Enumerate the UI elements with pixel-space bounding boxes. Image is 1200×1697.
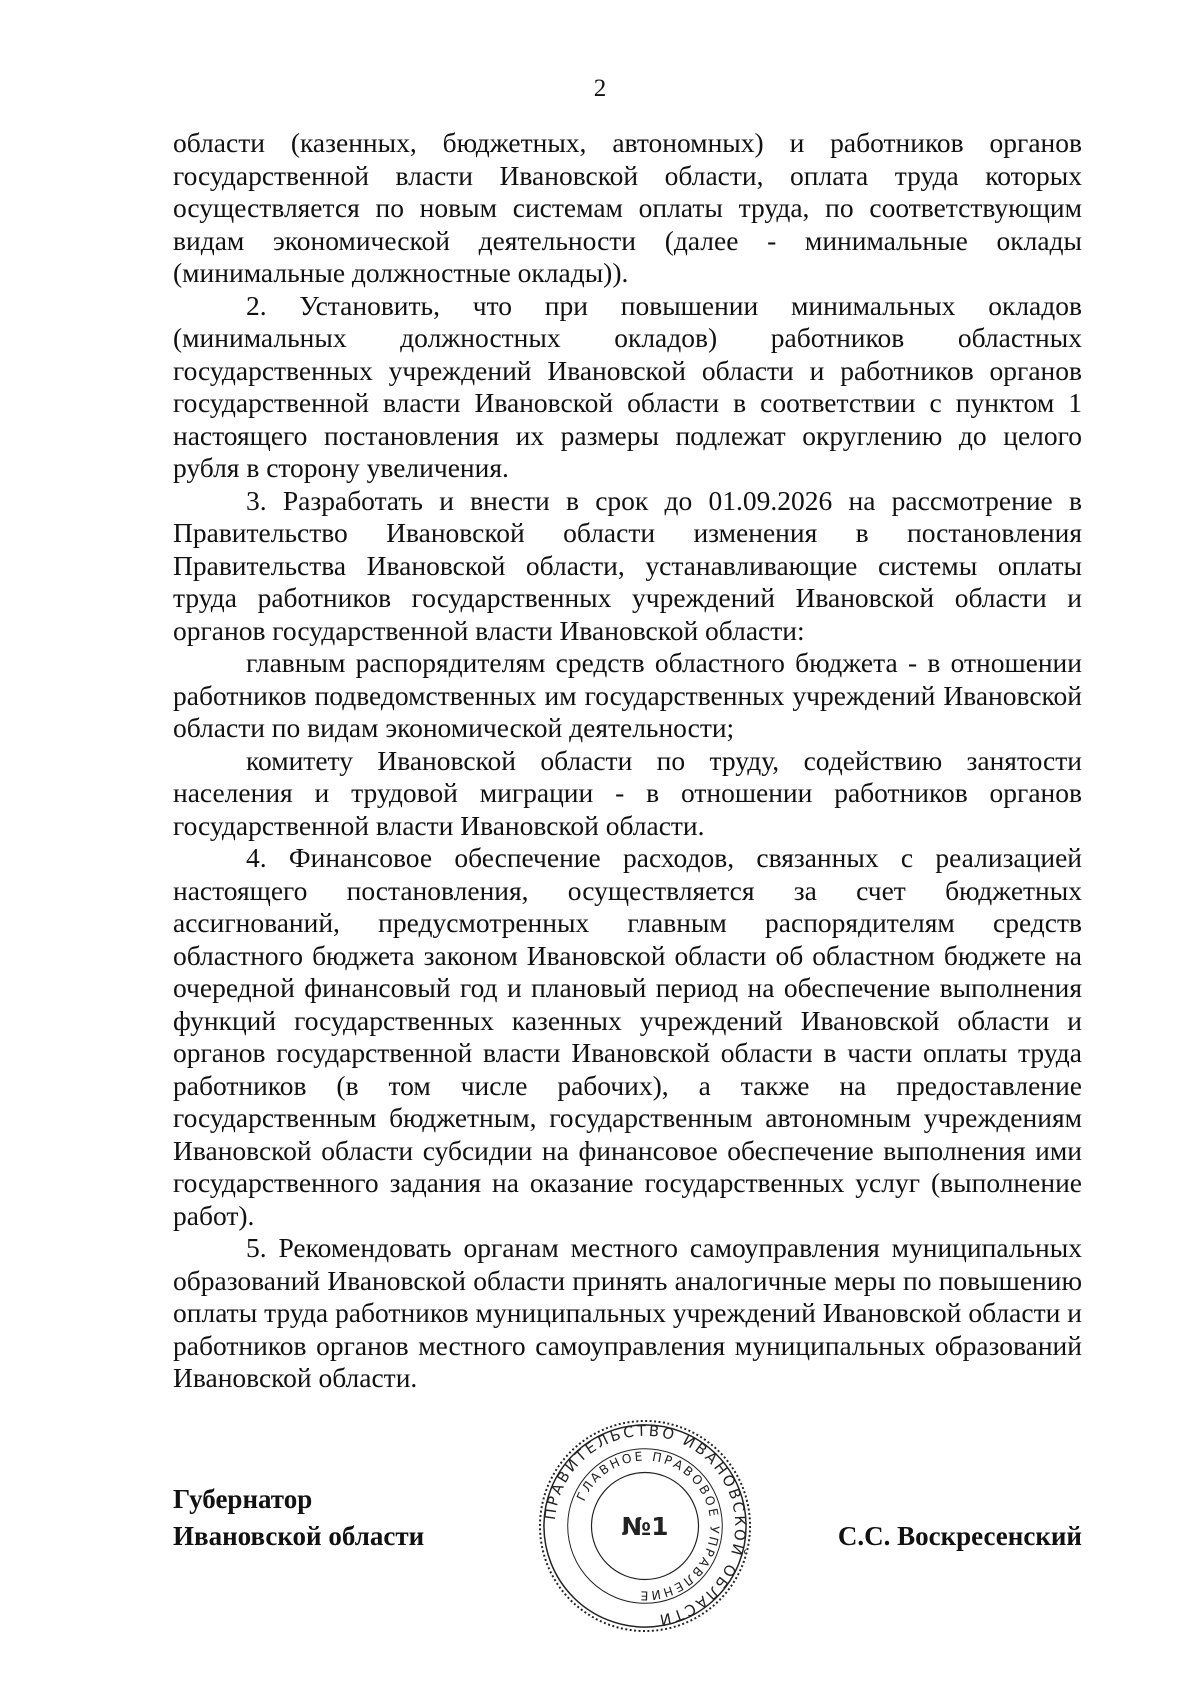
seal-inner-text: ГЛАВНОЕ ПРАВОВОЕ УПРАВЛЕНИЕ bbox=[574, 1449, 722, 1603]
paragraph-1-continuation: области (казенных, бюджетных, автономных) и работников органов государственной власти Ивановской области, оплата труда которых осуществляется по новым системам оплаты труда, по соответствующим видам экономической деятельности (далее - минимальные оклады (минимальные должностные оклады)). bbox=[173, 127, 1082, 288]
paragraph-3-item-budget: главным распорядителям средств областного бюджета - в отношении работников подведомственных им государственных учреждений Ивановской области по видам экономической деятельности; bbox=[173, 647, 1082, 743]
signatory-position-line-1: Губернатор bbox=[173, 1484, 313, 1514]
signatory-position-line-2: Ивановской области bbox=[173, 1521, 425, 1551]
signatory-position bbox=[173, 1481, 424, 1555]
page-number: 2 bbox=[593, 75, 607, 102]
paragraph-4: 4. Финансовое обеспечение расходов, связанных с реализацией настоящего постановления, осуществляется за счет бюджетных ассигнований, предусмотренных главным распорядителям средств областного бюджета законом Ивановской области об областном бюджете на очередной финансовый год и плановый период на обеспечение выполнения функций государственных казенных учреждений Ивановской области и органов государственной власти Ивановской области в части оплаты труда работников (в том числе рабочих), а также на предоставление государственным бюджетным, государственным автономным учреждениям Ивановской области субсидии на финансовое обеспечение выполнения ими государственного задания на оказание государственных услуг (выполнение работ). bbox=[173, 842, 1082, 1231]
paragraph-3: 3. Разработать и внести в срок до 01.09.2026 на рассмотрение в Правительство Ивановской области изменения в постановления Правительства Ивановской области, устанавливающие системы оплаты труда работников государственных учреждений Ивановской области и органов государственной власти Ивановской области: bbox=[173, 484, 1082, 646]
official-seal bbox=[536, 1417, 754, 1635]
document-body bbox=[173, 127, 1082, 1395]
paragraph-3-item-committee: комитету Ивановской области по труду, содействию занятости населения и трудовой миграции - в отношении работников органов государственной власти Ивановской области. bbox=[173, 744, 1082, 841]
seal-number: №1 bbox=[621, 1511, 669, 1541]
seal-outer-text: ПРАВИТЕЛЬСТВО ИВАНОВСКОЙ ОБЛАСТИ bbox=[540, 1421, 750, 1630]
paragraph-2: 2. Установить, что при повышении минимальных окладов (минимальных должностных окладов) работников областных государственных учреждений Ивановской области и работников органов государственной власти Ивановской области в соответствии с пунктом 1 настоящего постановления их размеры подлежат округлению до целого рубля в сторону увеличения. bbox=[173, 289, 1082, 483]
paragraph-5: 5. Рекомендовать органам местного самоуправления муниципальных образований Ивановской области принять аналогичные меры по повышению оплаты труда работников муниципальных учреждений Ивановской области и работников органов местного самоуправления муниципальных образований Ивановской области. bbox=[173, 1232, 1082, 1393]
signatory-name: С.С. Воскресенский bbox=[837, 1521, 1082, 1551]
